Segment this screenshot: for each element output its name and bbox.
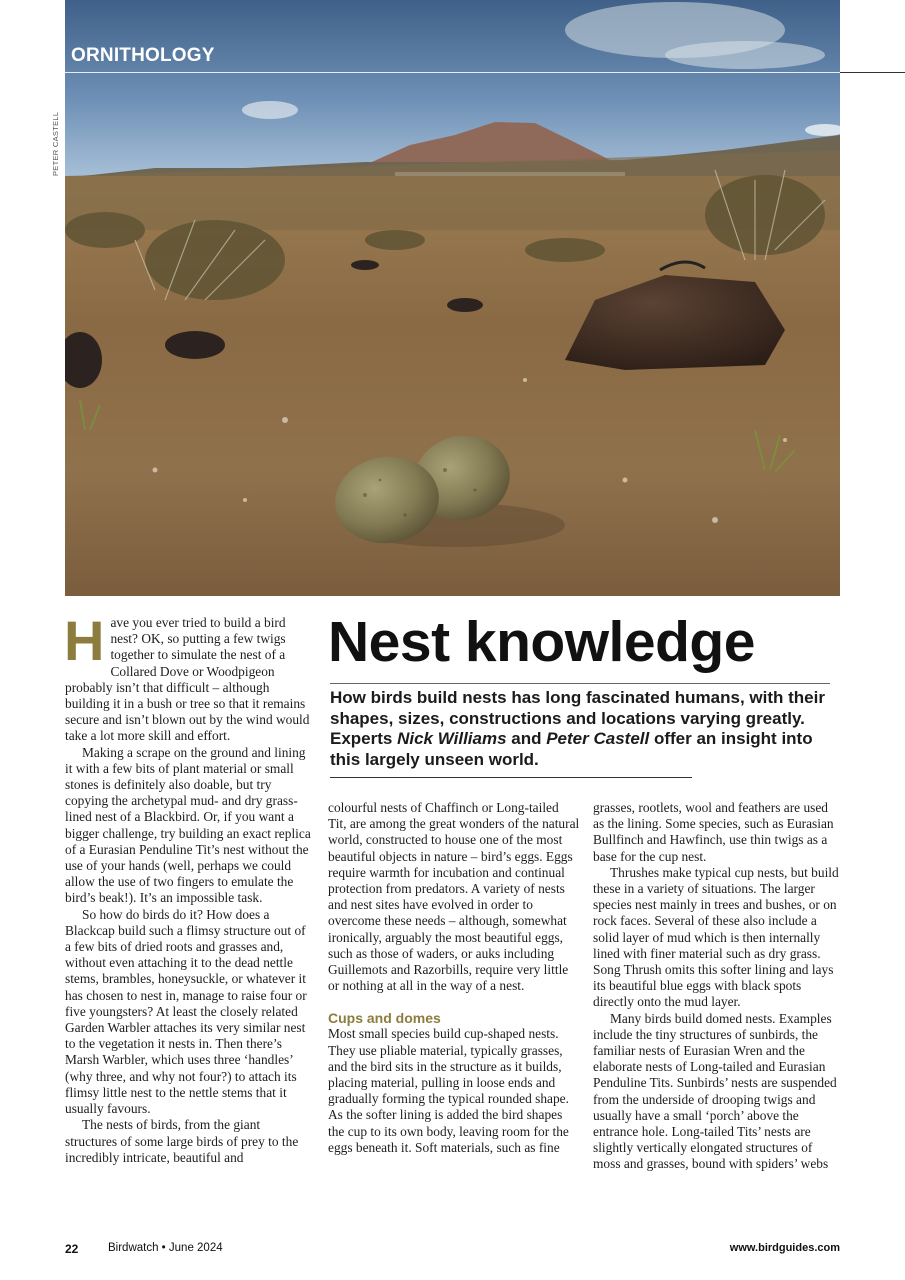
page-number: 22: [65, 1242, 79, 1256]
article-title: Nest knowledge: [328, 610, 755, 674]
author-nick-williams: Nick Williams: [397, 729, 507, 748]
body-column-1: [64, 609, 313, 1166]
section-rule-extension: [840, 72, 905, 73]
paragraph: colourful nests of Chaffinch or Long-tailed Tit, are among the great wonders of the natural world, constructed to house one of the most beautiful objects in nature – bird’s eggs. Eggs require warmth for incubation and continual protection from predators. A variety of nests and nest sites have evolved in order to overcome these needs – although, somewhat ironically, arguably the most beautiful eggs, such as those of waders, or auks including Guillemots and Razorbills, require very little or nothing at all in the way of a nest.: [328, 800, 580, 994]
section-rule: [65, 72, 905, 73]
paragraph: So how do birds do it? How does a Blackcap build such a flimsy structure out of a few bits of dried roots and grasses and, without even attaching it to the dead nettle stems, brambles, honeysuckle, or whatever it has chosen to nest in, manage to raise four or five youngsters? At least the closely related Garden Warbler attaches its very similar nest to the vegetation it nests in. Then there’s Marsh Warbler, which uses three ‘handles’ (why three, and why not four?) to attach its flimsy little nest to the nettle stems that it usually favours.: [65, 906, 307, 1117]
body-column-3: [593, 800, 840, 1173]
paragraph-text: ave you ever tried to build a bird nest? OK, so putting a few twigs together to simulate the nest of a Collared Dove or Woodpigeon probably isn’t that difficult – although building it in a bush or tree so that it remains secure and isn’t blown out by the wind would take a lot more skill and effort.: [65, 615, 310, 744]
paragraph: Many birds build domed nests. Examples include the tiny structures of sunbirds, the familiar nests of Eurasian Wren and the elaborate nests of Long-tailed and Eurasian Penduline Tits. Sunbirds’ nests are suspended from the underside of drooping twigs and usually have a small ‘porch’ above the entrance hole. Long-tailed Tits’ nests are slightly vertically elongated structures of moss and grasses, bound with spiders’ webs: [593, 1010, 837, 1172]
paragraph: [64, 609, 313, 745]
website-link[interactable]: www.birdguides.com: [729, 1242, 840, 1254]
photo-credit: PETER CASTELL: [51, 111, 60, 176]
paragraph: Making a scrape on the ground and lining it with a few bits of plant material or small stones is definitely also doable, but try copying the archetypal mud- and dry grass-lined nest of a Blackbird. Or, if you want a bigger challenge, try building an exact replica of a Eurasian Penduline Tit’s nest without the use of your hands (well, perhaps we could allow the use of two fingers to emulate the bird’s beak!). It’s an impossible task.: [65, 744, 311, 906]
nest-eggs-landscape-image: [65, 0, 840, 596]
standfirst-and: and: [506, 729, 547, 748]
standfirst-text-1: How birds build nests has long fascinated humans, with their shapes, sizes, constructions and locations varying greatly. Experts: [330, 688, 825, 748]
magazine-issue: Birdwatch • June 2024: [108, 1242, 223, 1254]
paragraph: Thrushes make typical cup nests, but build these in a variety of situations. The larger species nest mainly in trees and bushes, or on rock faces. Several of these also include a solid layer of mud which is then internally lined with finer material such as dry grass. Song Thrush omits this softer lining and lays its beautiful blue eggs with black spots directly onto the mud layer.: [593, 864, 839, 1010]
drop-cap: H: [64, 609, 105, 672]
standfirst-text-2: offer an insight into this largely unseen world.: [330, 729, 813, 769]
section-label: ORNITHOLOGY: [71, 45, 215, 66]
standfirst: [330, 688, 835, 770]
paragraph: Most small species build cup-shaped nests. They use pliable material, typically grasses, and the bird sits in the structure as it builds, placing material, pulling in loose ends and gradually forming the typical rounded shape. As the softer lining is added the bird shapes the cup to its own body, leaving room for the eggs beneath it. Soft materials, such as fine: [328, 1026, 569, 1155]
standfirst-top-rule: [330, 683, 830, 684]
standfirst-bottom-rule: [330, 777, 692, 778]
hero-photo: [65, 0, 840, 596]
body-column-2: [328, 800, 580, 1156]
author-peter-castell: Peter Castell: [546, 729, 650, 748]
paragraph: grasses, rootlets, wool and feathers are used as the lining. Some species, such as Eurasian Bullfinch and Hawfinch, use thin twigs as a base for the cup nest.: [593, 800, 834, 864]
paragraph: The nests of birds, from the giant structures of some large birds of prey to the incredibly intricate, beautiful and: [65, 1117, 299, 1165]
subheading-cups-and-domes: Cups and domes: [328, 1010, 441, 1027]
